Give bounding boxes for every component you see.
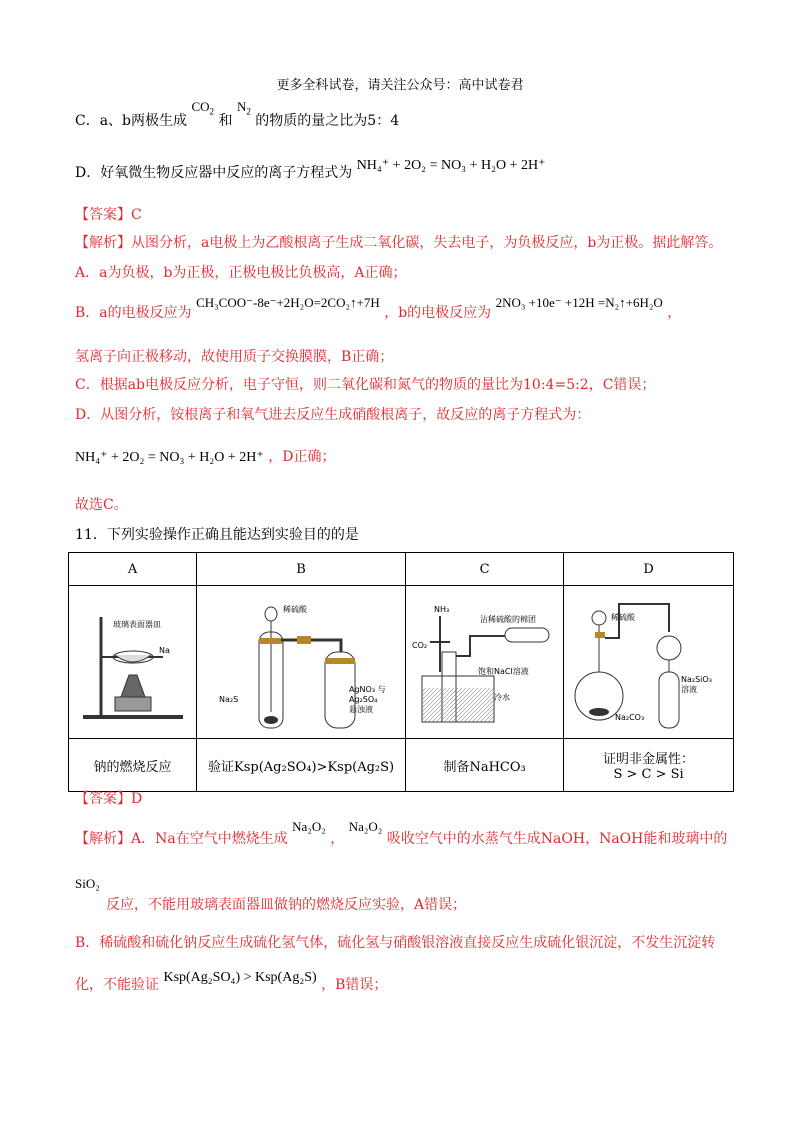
figure-b-cell (197, 586, 406, 739)
analysis-a: A．a为负极，b为正极，正极电极比负极高，A正确； (75, 265, 407, 281)
svg-text:冷水: 冷水 (493, 693, 510, 702)
col-header-d: D (564, 553, 734, 586)
ksp-inequality: Ksp(Ag₂SO₄) > Ksp(Ag₂S) (163, 970, 317, 985)
analysis2-a: 【解析】A．Na在空气中燃烧生成 Na₂O₂ ， Na₂O₂ 吸收空气中的水蒸气生成NaOH，NaOH能和玻璃中的 (75, 819, 728, 847)
figure-a-cell (69, 586, 197, 739)
col-header-c: C (406, 553, 564, 586)
n2-formula: $N_2$ (236, 99, 251, 117)
page-header: 更多全科试卷，请关注公众号：高中试卷君 (276, 78, 524, 93)
svg-text:NH₃: NH₃ (433, 605, 449, 614)
nitrification-equation: NH₄⁺ + 2O₂ = NO₃ + H₂O + 2H⁺ (356, 158, 546, 173)
conclusion: 故选C。 (75, 497, 128, 513)
col-header-b: B (197, 553, 406, 586)
svg-text:Ag₂SO₄: Ag₂SO₄ (349, 695, 378, 704)
options-table (68, 552, 734, 792)
analysis-d-equation: NH₄⁺ + 2O₂ = NO₃ + H₂O + 2H⁺ ，D正确； (75, 449, 336, 465)
caption-a: 钠的燃烧反应 (69, 739, 197, 792)
svg-text:稀硫酸: 稀硫酸 (283, 605, 308, 614)
svg-text:Na₂S: Na₂S (219, 695, 239, 704)
figure-d-cell (564, 586, 734, 739)
svg-text:Na₂CO₃: Na₂CO₃ (614, 713, 644, 722)
analysis-d: D．从图分析，铵根离子和氧气进去反应生成硝酸根离子，故反应的离子方程式为： (75, 407, 591, 423)
ksp-apparatus (201, 592, 401, 732)
option-c: C．a、b两极生成 $CO_2$ 和 $N_2$ 的物质的量之比为5：4 (75, 99, 400, 129)
col-header-a: A (69, 553, 197, 586)
answer-label-2: 【答案】D (75, 791, 143, 807)
svg-text:悬浊液: 悬浊液 (349, 705, 374, 714)
caption-d: 证明非金属性： S > C > Si (564, 739, 734, 792)
analysis2-b1: B．稀硫酸和硫化钠反应生成硫化氢气体，硫化氢与硝酸银溶液直接反应生成硫化银沉淀，不发生沉淀转 (75, 935, 716, 951)
co2-formula: $CO_2$ (191, 99, 215, 117)
analysis-b: B．a的电极反应为 CH₃COO⁻-8e⁻+2H₂O=2CO₂↑+7H ，b的电极反应为 2NO₃ +10e⁻ +12H =N₂↑+6H₂O ， (75, 295, 682, 321)
nonmetal-apparatus (569, 592, 729, 732)
option-c-text: C．a、b两极生成 (75, 113, 188, 129)
nahco3-apparatus (410, 592, 560, 732)
svg-text:沾稀硫酸的棉团: 沾稀硫酸的棉团 (479, 615, 536, 624)
svg-text:AgNO₃ 与: AgNO₃ 与 (349, 685, 386, 694)
question-11-stem: 11．下列实验操作正确且能达到实验目的的是 (75, 527, 359, 543)
caption-b: 验证Ksp(Ag₂SO₄)>Ksp(Ag₂S) (197, 739, 406, 792)
svg-text:稀硫酸: 稀硫酸 (610, 613, 635, 622)
analysis-c: C．根据ab电极反应分析，电子守恒，则二氧化碳和氮气的物质的量比为10:4=5:2，C错误； (75, 377, 656, 393)
answer-label: 【答案】C (75, 207, 142, 223)
caption-c: 制备NaHCO₃ (406, 739, 564, 792)
analysis-intro: 【解析】从图分析，a电极上为乙酸根离子生成二氧化碳，失去电子，为负极反应，b为正极。据此解答。 (75, 235, 723, 251)
svg-text:溶液: 溶液 (680, 685, 697, 694)
analysis2-b2: 化，不能验证 Ksp(Ag₂SO₄) > Ksp(Ag₂S) ，B错误； (75, 970, 388, 993)
svg-text:Na: Na (158, 646, 170, 655)
svg-text:饱和NaCl溶液: 饱和NaCl溶液 (477, 667, 529, 676)
option-d: D．好氧微生物反应器中反应的离子方程式为 NH₄⁺ + 2O₂ = NO₃ + H₂O + 2H⁺ (75, 158, 546, 181)
sio2-formula: SiO₂ (75, 876, 100, 891)
anode-equation: CH₃COO⁻-8e⁻+2H₂O=2CO₂↑+7H (196, 295, 380, 310)
analysis2-a-end: 反应，不能用玻璃表面器皿做钠的燃烧反应实验，A错误； (106, 897, 467, 913)
svg-text:CO₂: CO₂ (411, 641, 427, 650)
cathode-equation: 2NO₃ +10e⁻ +12H =N₂↑+6H₂O (495, 295, 663, 310)
figure-c-cell (406, 586, 564, 739)
svg-text:Na₂SiO₃: Na₂SiO₃ (680, 675, 712, 684)
svg-text:玻璃表面器皿: 玻璃表面器皿 (112, 620, 161, 629)
sodium-burning-apparatus (73, 597, 193, 727)
analysis-b2: 氢离子向正极移动，故使用质子交换膜膜，B正确； (75, 349, 394, 365)
